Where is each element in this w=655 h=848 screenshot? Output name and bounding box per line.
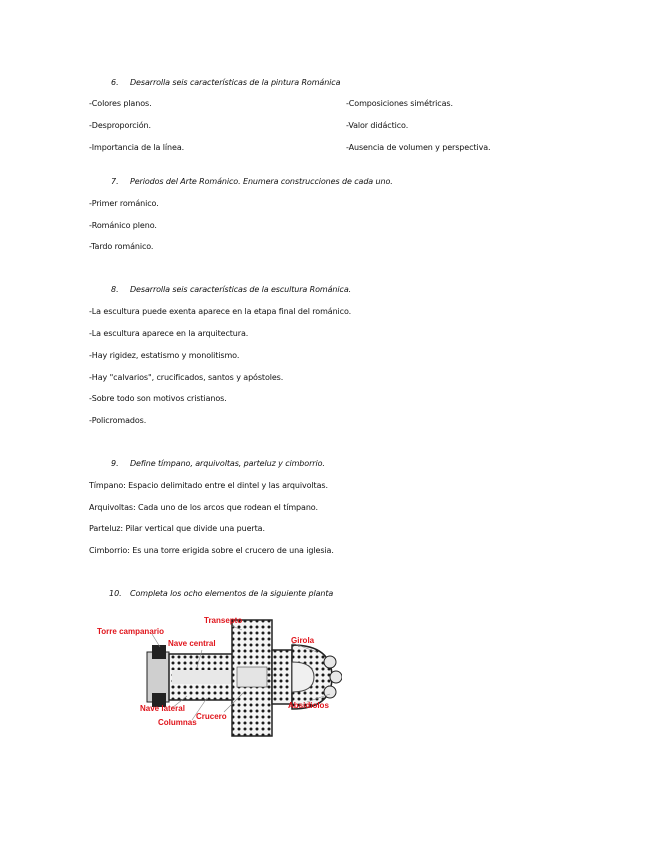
church-plan-diagram [92,612,342,742]
q7-item: -Tardo románico. [89,242,154,251]
q6-number: 6. [111,78,119,87]
church-floor-plan [92,612,342,742]
q7-item: -Primer románico. [89,199,159,208]
label-torre-campanario: Torre campanario [97,627,164,636]
q8-item: -Sobre todo son motivos cristianos. [89,394,227,403]
q9-number: 9. [111,459,119,468]
q6-item: -Composiciones simétricas. [346,99,453,108]
q6-item: -Desproporción. [89,121,151,130]
q8-item: -La escultura aparece en la arquitectura. [89,329,249,338]
q8-item: -Policromados. [89,416,147,425]
q7-title: Periodos del Arte Románico. Enumera construcciones de cada uno. [130,177,393,186]
q7-number: 7. [111,177,119,186]
q8-item: -La escultura puede exenta aparece en la etapa final del románico. [89,307,352,316]
tower-left [152,645,166,659]
q10-title: Completa los ocho elementos de la siguiente planta [130,589,334,598]
q9-definition: Cimborrio: Es una torre erigida sobre el crucero de una iglesia. [89,546,334,555]
radiating-chapel [324,686,336,698]
q8-item: -Hay "calvarios", crucificados, santos y apóstoles. [89,373,284,382]
q8-number: 8. [111,285,119,294]
q8-item: -Hay rigidez, estatismo y monolitismo. [89,351,240,360]
label-transepto: Transepto [204,616,243,625]
q8-title: Desarrolla seis características de la escultura Románica. [130,285,352,294]
q9-definition: Parteluz: Pilar vertical que divide una puerta. [89,524,265,533]
q9-title: Define tímpano, arquivoltas, parteluz y cimborrio. [130,459,325,468]
q10-number: 10. [109,589,122,598]
q6-item: -Colores planos. [89,99,152,108]
q6-title: Desarrolla seis características de la pintura Románica [130,78,341,87]
q6-item: -Importancia de la línea. [89,143,185,152]
label-girola: Girola [291,636,315,645]
q6-item: -Valor didáctico. [346,121,409,130]
radiating-chapel [330,671,342,683]
radiating-chapel [324,656,336,668]
q9-definition: Arquivoltas: Cada uno de los arcos que rodean el tímpano. [89,503,318,512]
q7-item: -Románico pleno. [89,221,157,230]
choir [272,650,292,704]
crossing [237,667,267,687]
q9-definition: Tímpano: Espacio delimitado entre el dintel y las arquivoltas. [89,481,328,490]
q6-item: -Ausencia de volumen y perspectiva. [346,143,491,152]
label-columnas: Columnas [158,718,197,727]
label-crucero: Crucero [196,712,227,721]
label-absidiolos: Absidiolos [288,701,329,710]
label-nave-central: Nave central [168,639,216,648]
label-nave-lateral: Nave lateral [140,704,185,713]
